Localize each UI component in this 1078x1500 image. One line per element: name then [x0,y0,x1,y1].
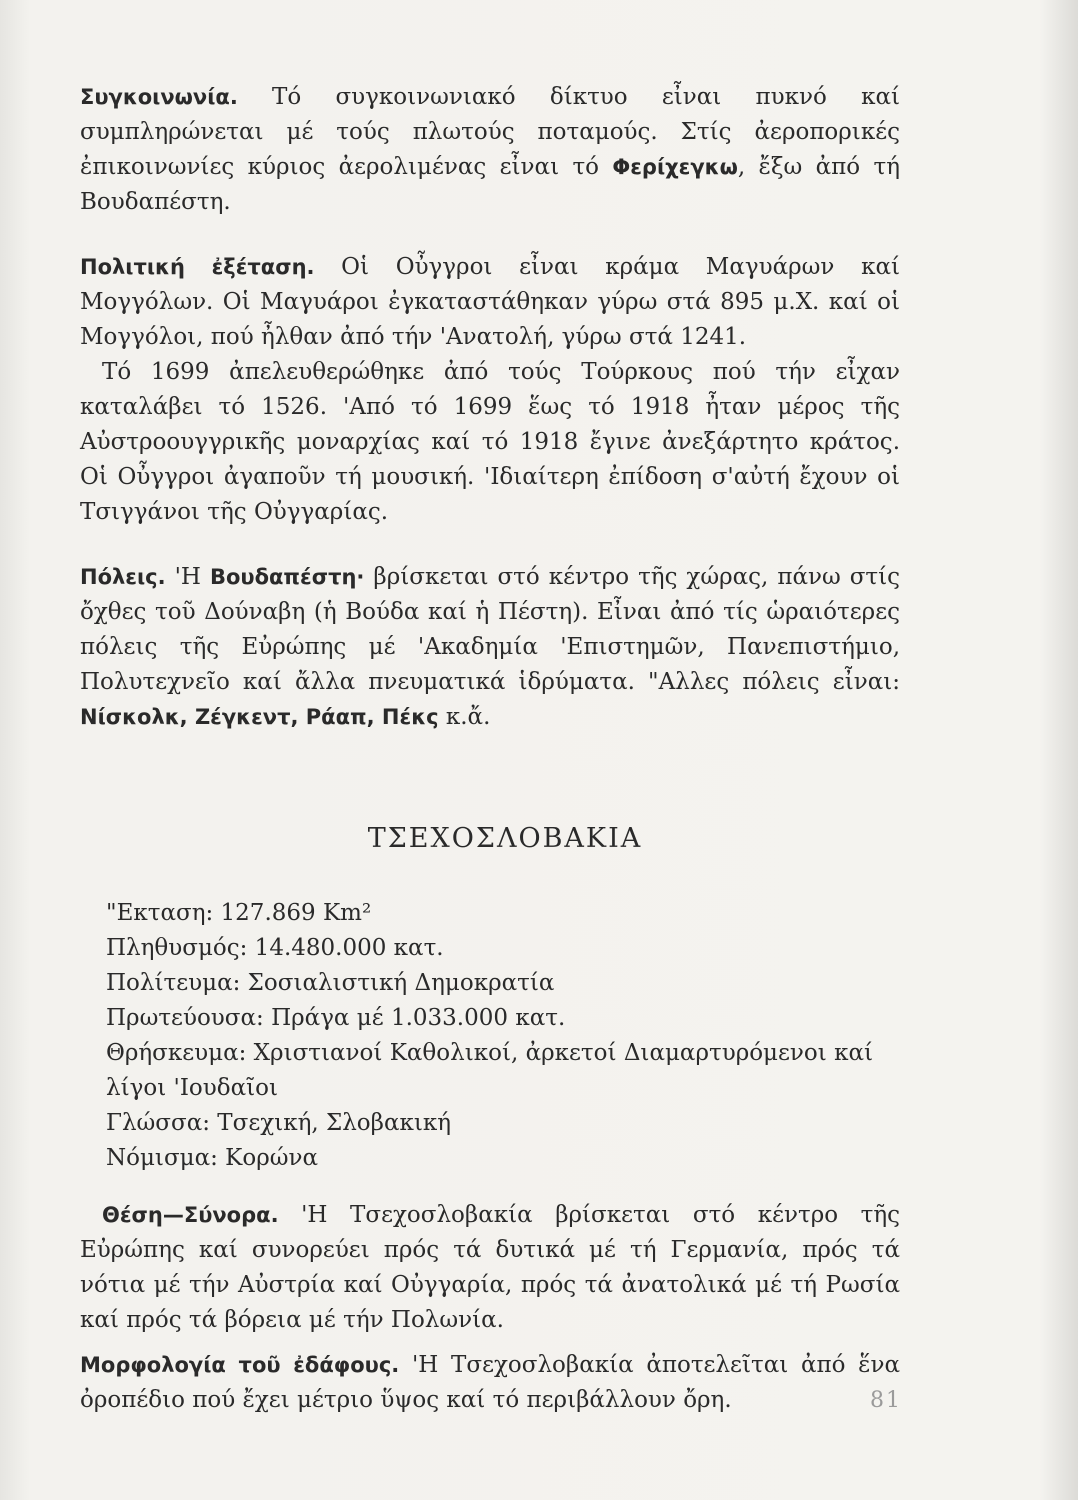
spacer [80,1338,900,1348]
fact-population: Πληθυσμός: 14.480.000 κατ. [106,935,444,961]
page-content [80,80,900,1418]
politics-text-1: Οἱ Οὖγγροι εἶναι κράμα Μαγυάρων καί Μογγόλων. Οἱ Μαγυάροι ἐγκαταστάθηκαν γύρω στά 895 μ.Χ. καί οἱ Μογγόλοι, πού ἦλθαν ἀπό τήν 'Ανατολή, γύρω στά 1241. [80,254,901,350]
country-facts [80,896,900,1176]
heading-position: Θέση—Σύνορα. [102,1203,279,1227]
spacer [80,220,900,250]
transport-text-2: , ἔξω ἀπό τή Βουδαπέστη. [80,154,900,215]
heading-politics: Πολιτική ἐξέταση. [80,255,315,279]
section-title: ΤΣΕΧΟΣΛΟΒΑΚΙΑ [367,823,643,854]
fact-language: Γλώσσα: Τσεχική, Σλοβακική [106,1110,452,1136]
heading-transport: Συγκοινωνία. [80,85,238,109]
paragraph-politics-1 [80,250,900,355]
cities-text-1: 'Η [174,564,201,590]
spacer [80,530,900,560]
capital-name: Βουδαπέστη· [209,565,365,589]
fact-currency: Νόμισμα: Κορώνα [106,1145,318,1171]
heading-cities: Πόλεις. [80,565,166,589]
fact-religion: Θρήσκευμα: Χριστιανοί Καθολικοί, ἀρκετοί Διαμαρτυρόμενοι καί λίγοι 'Ιουδαῖοι [106,1040,874,1101]
page-number: 81 [870,1388,902,1413]
heading-morphology: Μορφολογία τοῦ ἐδάφους. [80,1353,400,1377]
fact-capital: Πρωτεύουσα: Πράγα μέ 1.033.000 κατ. [106,1005,566,1031]
paragraph-morphology [80,1348,900,1418]
spacer [80,1176,900,1198]
transport-text-1: Τό συγκοινωνιακό δίκτυο εἶναι πυκνό καί συμπληρώνεται μέ τούς πλωτούς ποταμούς. Στίς ἀεροπορικές ἐπικοινωνίες κύριος ἀερολιμένας εἶναι τό [80,84,901,180]
other-cities: Νίσκολκ, Ζέγκεντ, Ράαπ, Πέκς [80,705,439,729]
airport-name: Φερίχεγκω [612,155,738,179]
paragraph-position [80,1198,900,1338]
paragraph-cities [80,560,900,735]
fact-area: "Εκταση: 127.869 Km² [106,900,372,926]
paragraph-politics-2: Τό 1699 ἀπελευθερώθηκε ἀπό τούς Τούρκους πού τήν εἶχαν καταλάβει τό 1526. 'Από τό 1699 ἕως τό 1918 ἦταν μέρος τῆς Αὐστροουγγρικῆς μοναρχίας καί τό 1918 ἔγινε ἀνεξάρτητο κράτος. Οἱ Οὖγγροι ἀγαποῦν τή μουσική. 'Ιδιαίτερη ἐπίδοση σ'αὐτή ἔχουν οἱ Τσιγγάνοι τῆς Οὐγγαρίας. [80,359,900,525]
morphology-text: 'Η Τσεχοσλοβακία ἀποτελεῖται ἀπό ἕνα ὀροπέδιο πού ἔχει μέτριο ὕψος καί τό περιβάλλουν ὄρη. [80,1352,901,1413]
cities-text-3: κ.ἄ. [445,704,491,730]
cities-text-2: βρίσκεται στό κέντρο τῆς χώρας, πάνω στίς ὄχθες τοῦ Δούναβη (ἡ Βούδα καί ἡ Πέστη). Εἶναι ἀπό τίς ὡραιότερες πόλεις τῆς Εὐρώπης μέ 'Ακαδημία 'Επιστημῶν, Πανεπιστήμιο, Πολυτεχνεῖο καί ἄλλα πνευματικά ἱδρύματα. "Αλλες πόλεις εἶναι: [80,564,901,695]
position-text: 'Η Τσεχοσλοβακία βρίσκεται στό κέντρο τῆς Εὐρώπης καί συνορεύει πρός τά δυτικά μέ τή Γερμανία, πρός τά νότια μέ τήν Αὐστρία καί Οὐγγαρία, πρός τά ἀνατολικά μέ τή Ρωσία καί πρός τά βόρεια μέ τήν Πολωνία. [80,1202,900,1333]
paragraph-transport [80,80,900,220]
fact-government: Πολίτευμα: Σοσιαλιστική Δημοκρατία [106,970,555,996]
